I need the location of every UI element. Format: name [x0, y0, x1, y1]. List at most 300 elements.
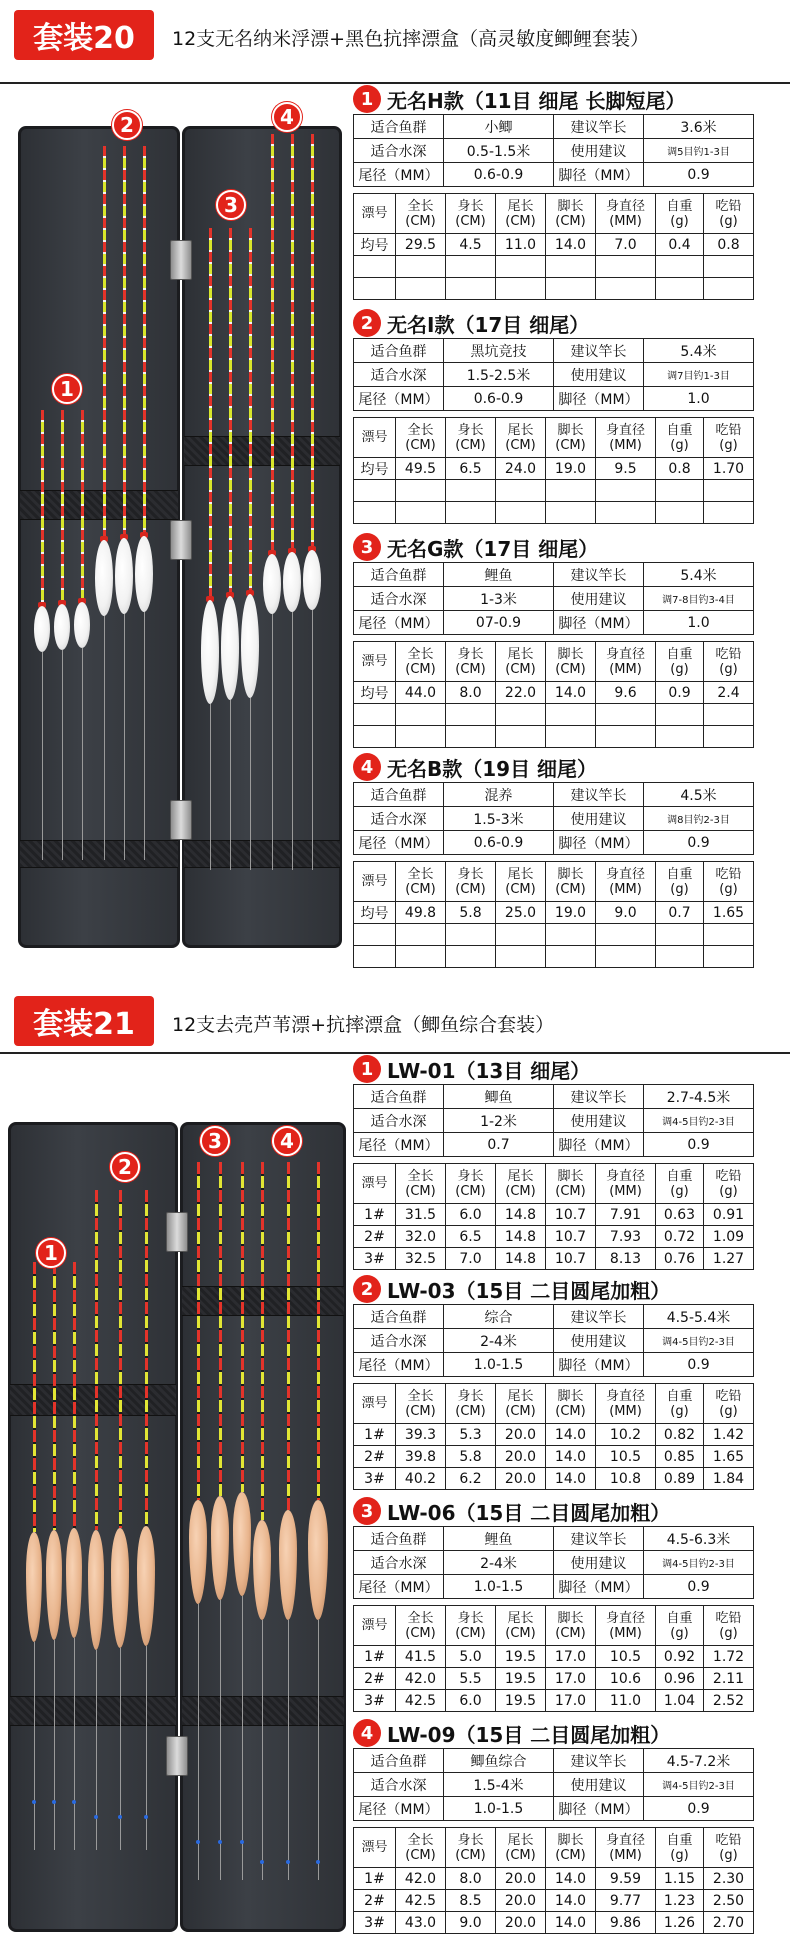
table-header-cell: 脚长 (CM)	[546, 194, 596, 234]
spec-cell	[546, 946, 596, 968]
spec-cell: 0.76	[656, 1248, 704, 1270]
table-header-cell: 全长 (CM)	[396, 1828, 446, 1868]
spec-cell: 0.7	[444, 1133, 554, 1157]
spec-cell: 32.5	[396, 1248, 446, 1270]
spec-cell: 9.5	[596, 458, 656, 480]
table-row	[354, 256, 754, 278]
spec-cell: 适合水深	[354, 807, 444, 831]
table-header-cell: 脚长 (CM)	[546, 418, 596, 458]
spec-cell	[596, 480, 656, 502]
table-header-cell: 全长 (CM)	[396, 1384, 446, 1424]
spec-cell: 5.8	[446, 1446, 496, 1468]
spec-cell: 2#	[354, 1668, 396, 1690]
table-header-cell: 吃铅 (g)	[704, 1828, 754, 1868]
spec-cell	[396, 946, 446, 968]
spec-cell	[496, 480, 546, 502]
spec-cell: 5.4米	[644, 563, 754, 587]
spec-cell: 07-0.9	[444, 611, 554, 635]
spec-cell: 14.0	[546, 1890, 596, 1912]
spec-cell	[546, 726, 596, 748]
spec-cell: 使用建议	[554, 139, 644, 163]
spec-cell: 适合水深	[354, 1551, 444, 1575]
spec-cell: 适合水深	[354, 1109, 444, 1133]
spec-cell: 0.6-0.9	[444, 831, 554, 855]
spec-cell	[354, 726, 396, 748]
spec-cell: 1.5-3米	[444, 807, 554, 831]
spec-cell: 使用建议	[554, 587, 644, 611]
spec-cell: 0.9	[644, 1797, 754, 1821]
float-marker	[260, 1860, 264, 1864]
float-marker	[52, 1800, 56, 1804]
spec-cell: 19.5	[496, 1668, 546, 1690]
spec-cell	[546, 924, 596, 946]
spec-cell: 8.0	[446, 1868, 496, 1890]
float-stem	[220, 1600, 221, 1880]
table-header-cell: 吃铅 (g)	[704, 1606, 754, 1646]
spec-cell	[546, 704, 596, 726]
spec-cell: 0.9	[644, 1133, 754, 1157]
spec-cell: 0.9	[644, 1353, 754, 1377]
spec-cell: 适合水深	[354, 1773, 444, 1797]
spec-cell	[354, 946, 396, 968]
spec-cell: 0.96	[656, 1668, 704, 1690]
spec-cell: 适合鱼群	[354, 563, 444, 587]
spec-cell: 10.2	[596, 1424, 656, 1446]
spec-cell: 适合水深	[354, 363, 444, 387]
set-description: 12支无名纳米浮漂+黑色抗摔漂盒（高灵敏度鲫鲤套装）	[172, 28, 650, 50]
spec-cell: 10.7	[546, 1204, 596, 1226]
float-stem	[288, 1620, 289, 1880]
spec-cell: 0.6-0.9	[444, 163, 554, 187]
table-row	[354, 924, 754, 946]
foam-strip	[182, 1696, 344, 1726]
float-antenna	[123, 146, 126, 538]
table-row	[354, 1912, 754, 1934]
table-header-cell: 吃铅 (g)	[704, 642, 754, 682]
table-row	[354, 1868, 754, 1890]
spec-cell: 42.5	[396, 1890, 446, 1912]
spec-number-badge: 1	[353, 85, 381, 113]
float-stem	[34, 1642, 35, 1850]
spec-cell: 14.0	[546, 1868, 596, 1890]
table-header-cell: 吃铅 (g)	[704, 1384, 754, 1424]
table-header-cell: 全长 (CM)	[396, 1606, 446, 1646]
float-marker	[144, 1815, 148, 1819]
float-antenna	[81, 410, 84, 602]
float-stem	[262, 1620, 263, 1880]
table-header-cell: 自重 (g)	[656, 418, 704, 458]
spec-cell: 40.2	[396, 1468, 446, 1490]
foam-strip	[20, 840, 178, 868]
spec-cell: 建议竿长	[554, 1749, 644, 1773]
float-antenna	[291, 134, 294, 552]
table-header-cell: 漂号	[354, 194, 396, 234]
table-header-cell: 吃铅 (g)	[704, 862, 754, 902]
table-header-cell: 全长 (CM)	[396, 862, 446, 902]
spec-cell: 24.0	[496, 458, 546, 480]
table-header-cell: 脚长 (CM)	[546, 862, 596, 902]
float-spec-table	[353, 1383, 754, 1490]
set-badge: 套装21	[14, 996, 154, 1046]
float-stem	[62, 650, 63, 860]
spec-cell	[656, 480, 704, 502]
spec-cell	[704, 256, 754, 278]
spec-cell	[656, 256, 704, 278]
float-antenna	[145, 1190, 148, 1526]
table-row	[354, 1248, 754, 1270]
spec-cell: 1.70	[704, 458, 754, 480]
set-21-header	[0, 986, 790, 1052]
float-stem	[210, 704, 211, 870]
spec-cell: 0.6-0.9	[444, 387, 554, 411]
spec-cell	[656, 726, 704, 748]
float-antenna	[53, 1262, 56, 1530]
spec-cell: 适合水深	[354, 587, 444, 611]
spec-cell: 7.93	[596, 1226, 656, 1248]
table-row	[354, 278, 754, 300]
spec-number-badge: 4	[353, 753, 381, 781]
table-header-cell: 漂号	[354, 1606, 396, 1646]
spec-cell: 脚径（MM）	[554, 387, 644, 411]
spec-cell: 1#	[354, 1424, 396, 1446]
spec-cell: 1.23	[656, 1890, 704, 1912]
spec-cell: 1.5-4米	[444, 1773, 554, 1797]
table-header-cell: 自重 (g)	[656, 1606, 704, 1646]
spec-cell: 19.0	[546, 902, 596, 924]
spec-cell: 鲤鱼	[444, 563, 554, 587]
spec-block-1	[353, 84, 753, 300]
float-antenna	[103, 146, 106, 540]
spec-cell	[596, 278, 656, 300]
spec-cell: 17.0	[546, 1690, 596, 1712]
table-row	[354, 1446, 754, 1468]
float-body	[263, 554, 281, 614]
spec-number-badge: 3	[353, 533, 381, 561]
float-marker	[72, 1800, 76, 1804]
float-spec-table	[353, 641, 754, 748]
float-stem	[230, 700, 231, 870]
spec-cell: 8.5	[446, 1890, 496, 1912]
spec-cell: 6.5	[446, 1226, 496, 1248]
spec-cell: 建议竿长	[554, 339, 644, 363]
spec-cell: 1.5-2.5米	[444, 363, 554, 387]
float-stem	[42, 652, 43, 860]
float-body	[283, 552, 301, 612]
spec-cell: 适合鱼群	[354, 1305, 444, 1329]
float-stem	[120, 1648, 121, 1850]
spec-cell	[704, 946, 754, 968]
table-row	[354, 234, 754, 256]
spec-cell: 31.5	[396, 1204, 446, 1226]
table-header-cell: 身直径 (MM)	[596, 1606, 656, 1646]
spec-cell: 1.84	[704, 1468, 754, 1490]
spec-cell: 20.0	[496, 1446, 546, 1468]
spec-cell	[396, 480, 446, 502]
spec-title-text: 无名H款（11目 细尾 长脚短尾）	[387, 88, 686, 113]
spec-cell	[446, 704, 496, 726]
spec-cell: 14.0	[546, 1424, 596, 1446]
spec-cell: 7.0	[596, 234, 656, 256]
callout-4: 4	[272, 102, 302, 132]
spec-cell: 综合	[444, 1305, 554, 1329]
spec-cell: 鲤鱼	[444, 1527, 554, 1551]
callout-4: 4	[272, 1126, 302, 1156]
table-header-cell: 全长 (CM)	[396, 194, 446, 234]
table-header-cell: 漂号	[354, 642, 396, 682]
spec-cell: 10.7	[546, 1226, 596, 1248]
table-header-cell: 吃铅 (g)	[704, 418, 754, 458]
spec-cell: 9.6	[596, 682, 656, 704]
table-header-cell: 漂号	[354, 1828, 396, 1868]
table-header-cell: 身长 (CM)	[446, 642, 496, 682]
spec-cell: 9.86	[596, 1912, 656, 1934]
spec-cell	[446, 480, 496, 502]
table-header-cell: 身直径 (MM)	[596, 1164, 656, 1204]
spec-number-badge: 2	[353, 309, 381, 337]
float-antenna	[271, 134, 274, 554]
float-stem	[54, 1640, 55, 1850]
table-header-cell: 脚长 (CM)	[546, 1164, 596, 1204]
spec-cell: 使用建议	[554, 1109, 644, 1133]
spec-cell: 调7目钓1-3目	[644, 363, 754, 387]
spec-number-badge: 2	[353, 1275, 381, 1303]
spec-cell: 17.0	[546, 1668, 596, 1690]
spec-cell: 均号	[354, 902, 396, 924]
spec-cell: 1-2米	[444, 1109, 554, 1133]
spec-cell: 脚径（MM）	[554, 163, 644, 187]
spec-cell: 1.27	[704, 1248, 754, 1270]
spec-cell: 1#	[354, 1646, 396, 1668]
spec-cell: 3#	[354, 1248, 396, 1270]
spec-cell	[396, 704, 446, 726]
float-body	[135, 536, 153, 612]
float-antenna	[197, 1162, 200, 1500]
spec-cell: 0.5-1.5米	[444, 139, 554, 163]
float-antenna	[143, 146, 146, 536]
spec-cell	[704, 480, 754, 502]
set-description: 12支去壳芦苇漂+抗摔漂盒（鲫鱼综合套装）	[172, 1014, 555, 1036]
table-header-cell: 身直径 (MM)	[596, 862, 656, 902]
callout-3: 3	[200, 1126, 230, 1156]
spec-cell	[396, 924, 446, 946]
spec-cell: 0.9	[644, 163, 754, 187]
float-body	[54, 604, 70, 650]
table-header-cell: 尾长 (CM)	[496, 418, 546, 458]
table-row	[354, 682, 754, 704]
spec-cell: 均号	[354, 458, 396, 480]
table-header-cell: 身长 (CM)	[446, 1384, 496, 1424]
float-antenna	[219, 1162, 222, 1496]
spec-cell: 适合水深	[354, 139, 444, 163]
spec-cell: 14.8	[496, 1248, 546, 1270]
spec-number-badge: 4	[353, 1719, 381, 1747]
table-header-cell: 身直径 (MM)	[596, 642, 656, 682]
table-row	[354, 480, 754, 502]
float-body	[74, 602, 90, 648]
float-body	[201, 600, 219, 704]
float-marker	[196, 1840, 200, 1844]
spec-cell: 1.65	[704, 1446, 754, 1468]
float-antenna	[41, 410, 44, 606]
spec-title-text: LW-01（13目 细尾）	[387, 1058, 591, 1083]
table-header-cell: 尾长 (CM)	[496, 1164, 546, 1204]
spec-cell: 9.77	[596, 1890, 656, 1912]
spec-cell: 14.0	[546, 234, 596, 256]
float-stem	[74, 1638, 75, 1850]
spec-cell	[396, 278, 446, 300]
table-header-cell: 全长 (CM)	[396, 642, 446, 682]
spec-title	[353, 532, 753, 562]
table-header-cell: 漂号	[354, 1384, 396, 1424]
float-antenna	[317, 1162, 320, 1500]
spec-cell: 1.65	[704, 902, 754, 924]
spec-cell: 适合鱼群	[354, 339, 444, 363]
spec-block-3	[353, 1496, 753, 1712]
spec-cell: 2#	[354, 1446, 396, 1468]
spec-cell	[396, 502, 446, 524]
table-row	[354, 1668, 754, 1690]
table-header-cell: 身长 (CM)	[446, 418, 496, 458]
spec-cell: 0.63	[656, 1204, 704, 1226]
float-marker	[286, 1860, 290, 1864]
spec-title	[353, 1054, 753, 1084]
spec-cell: 20.0	[496, 1868, 546, 1890]
hinge	[170, 520, 192, 560]
spec-cell: 均号	[354, 682, 396, 704]
spec-cell: 0.7	[656, 902, 704, 924]
spec-cell: 黑坑竞技	[444, 339, 554, 363]
spec-cell: 19.0	[546, 458, 596, 480]
spec-cell: 0.9	[644, 1575, 754, 1599]
hinge	[170, 240, 192, 280]
float-antenna	[311, 134, 314, 550]
table-header-cell: 自重 (g)	[656, 1828, 704, 1868]
spec-cell	[656, 502, 704, 524]
spec-cell: 20.0	[496, 1424, 546, 1446]
float-spec-table	[353, 417, 754, 524]
float-stem	[272, 614, 273, 870]
spec-title-text: 无名B款（19目 细尾）	[387, 756, 598, 781]
spec-cell	[596, 726, 656, 748]
spec-cell: 0.9	[644, 831, 754, 855]
spec-cell	[446, 726, 496, 748]
float-spec-table	[353, 1827, 754, 1934]
set-badge: 套装20	[14, 10, 154, 60]
float-stem	[292, 612, 293, 870]
spec-cell: 41.5	[396, 1646, 446, 1668]
spec-cell: 脚径（MM）	[554, 831, 644, 855]
float-antenna	[287, 1162, 290, 1510]
float-antenna	[249, 228, 252, 594]
table-header-cell: 脚长 (CM)	[546, 1828, 596, 1868]
spec-cell: 4.5米	[644, 783, 754, 807]
spec-cell: 29.5	[396, 234, 446, 256]
spec-cell: 14.0	[546, 682, 596, 704]
spec-cell: 0.82	[656, 1424, 704, 1446]
table-row	[354, 946, 754, 968]
spec-cell	[354, 480, 396, 502]
spec-cell: 尾径（MM）	[354, 1133, 444, 1157]
spec-cell: 4.5-6.3米	[644, 1527, 754, 1551]
float-antenna	[209, 228, 212, 600]
spec-cell: 8.0	[446, 682, 496, 704]
table-header-cell: 身长 (CM)	[446, 1828, 496, 1868]
spec-cell: 2.4	[704, 682, 754, 704]
spec-cell: 调4-5目钓2-3目	[644, 1773, 754, 1797]
spec-block-4	[353, 1718, 753, 1934]
spec-cell: 调5目钓1-3目	[644, 139, 754, 163]
foam-strip	[184, 840, 340, 868]
spec-cell: 1.04	[656, 1690, 704, 1712]
spec-block-1	[353, 1054, 753, 1270]
table-row	[354, 704, 754, 726]
spec-cell	[496, 946, 546, 968]
spec-summary-table	[353, 1084, 754, 1157]
spec-cell	[446, 946, 496, 968]
spec-block-2	[353, 308, 753, 524]
table-header-cell: 自重 (g)	[656, 862, 704, 902]
spec-cell: 20.0	[496, 1890, 546, 1912]
spec-summary-table	[353, 1304, 754, 1377]
table-row	[354, 902, 754, 924]
spec-cell: 3#	[354, 1912, 396, 1934]
spec-cell: 尾径（MM）	[354, 163, 444, 187]
table-header-cell: 尾长 (CM)	[496, 642, 546, 682]
spec-cell: 3#	[354, 1468, 396, 1490]
spec-cell: 7.91	[596, 1204, 656, 1226]
spec-cell: 建议竿长	[554, 115, 644, 139]
hinge	[170, 800, 192, 840]
hinge	[166, 1212, 188, 1252]
float-stem	[318, 1620, 319, 1880]
spec-cell: 0.4	[656, 234, 704, 256]
spec-cell: 10.5	[596, 1446, 656, 1468]
callout-2: 2	[110, 1152, 140, 1182]
spec-cell	[704, 924, 754, 946]
spec-title-text: 无名G款（17目 细尾）	[387, 536, 599, 561]
spec-cell: 使用建议	[554, 1773, 644, 1797]
spec-cell: 1.72	[704, 1646, 754, 1668]
float-antenna	[95, 1190, 98, 1530]
callout-3: 3	[216, 190, 246, 220]
spec-cell: 调4-5目钓2-3目	[644, 1551, 754, 1575]
spec-title	[353, 84, 753, 114]
spec-cell: 鲫鱼综合	[444, 1749, 554, 1773]
spec-block-2	[353, 1274, 753, 1490]
spec-cell: 0.9	[656, 682, 704, 704]
spec-cell: 17.0	[546, 1646, 596, 1668]
table-header-cell: 身长 (CM)	[446, 1164, 496, 1204]
hinge	[166, 1736, 188, 1776]
spec-title	[353, 1274, 753, 1304]
spec-cell: 建议竿长	[554, 563, 644, 587]
table-header-cell: 尾长 (CM)	[496, 1828, 546, 1868]
table-row	[354, 1204, 754, 1226]
spec-cell: 20.0	[496, 1912, 546, 1934]
spec-cell: 5.5	[446, 1668, 496, 1690]
spec-cell: 使用建议	[554, 363, 644, 387]
spec-cell: 2-4米	[444, 1329, 554, 1353]
spec-cell: 1.0	[644, 387, 754, 411]
table-header-cell: 吃铅 (g)	[704, 1164, 754, 1204]
table-header-cell: 身长 (CM)	[446, 194, 496, 234]
spec-cell	[546, 278, 596, 300]
table-header-cell: 漂号	[354, 1164, 396, 1204]
float-antenna	[73, 1262, 76, 1528]
float-antenna	[261, 1162, 264, 1520]
spec-cell: 42.0	[396, 1868, 446, 1890]
table-header-cell: 尾长 (CM)	[496, 1606, 546, 1646]
